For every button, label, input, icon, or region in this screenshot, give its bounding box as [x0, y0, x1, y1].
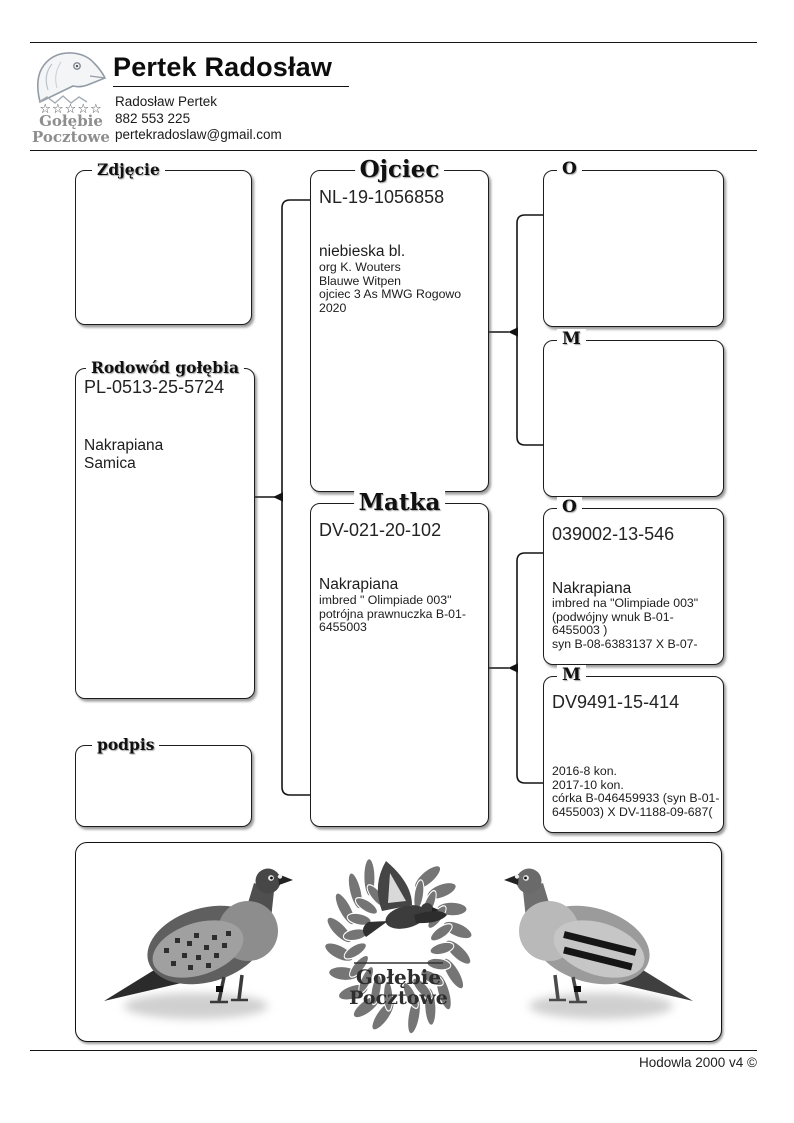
- signature-box-label: podpis: [92, 735, 159, 755]
- father-details: [319, 261, 461, 315]
- father-color: niebieska bl.: [319, 243, 406, 260]
- grandmother-paternal-label: M: [557, 329, 586, 349]
- grandfather-paternal-label: O: [557, 159, 582, 179]
- contact-phone: 882 553 225: [115, 110, 191, 126]
- grandfather-box-maternal: [543, 497, 724, 665]
- junction-arrow-icon: [508, 663, 518, 673]
- mother-color: Nakrapiana: [319, 576, 399, 593]
- grandfather-maternal-details: [552, 597, 698, 651]
- grandmother-maternal-label: M: [557, 665, 586, 685]
- father-detail-line: 2020: [319, 300, 347, 315]
- software-credit: Hodowla 2000 v4 ©: [638, 1055, 757, 1070]
- detail-line: 6455003) X DV-1188-09-687(: [552, 804, 713, 819]
- junction-arrow-icon: [273, 492, 283, 502]
- wreath-brand-line1: Gołębie: [355, 965, 442, 989]
- header-bottom-divider: [30, 150, 757, 151]
- father-detail-line: Blauwe Witpen: [319, 273, 402, 288]
- photo-box-label: Zdjęcie: [92, 160, 165, 180]
- grandmother-maternal-ring-number: DV9491-15-414: [552, 692, 680, 712]
- grandmother-maternal-details: [552, 765, 719, 819]
- grandfather-maternal-color: Nakrapiana: [552, 580, 632, 597]
- detail-line: 2016-8 kon.: [552, 764, 617, 778]
- pigeon-photo-left: [104, 869, 293, 1020]
- father-detail-line: org K. Wouters: [319, 260, 401, 274]
- subject-sex: Samica: [84, 454, 136, 472]
- junction-arrow-icon: [508, 327, 518, 337]
- detail-line: córka B-046459933 (syn B-01-: [552, 791, 720, 806]
- father-box-label: Ojciec: [355, 157, 445, 183]
- logo-brand-line2: Pocztowe: [32, 128, 110, 146]
- photo-banner: [75, 842, 722, 1042]
- detail-line: syn B-08-6383137 X B-07-: [552, 636, 698, 651]
- mother-detail-line: imbred " Olimpiade 003": [319, 593, 452, 607]
- mother-box-label: Matka: [354, 490, 446, 516]
- subject-color: Nakrapiana: [84, 437, 164, 454]
- pigeon-photo-right: [504, 869, 693, 1020]
- subject-box: [75, 358, 255, 699]
- logo-stars: ☆☆☆☆☆: [39, 101, 103, 116]
- mother-box: [310, 489, 489, 827]
- subject-color-and-sex: [84, 437, 163, 472]
- father-detail-line: ojciec 3 As MWG Rogowo: [319, 287, 462, 302]
- grandmother-box-paternal: [543, 329, 724, 497]
- contact-email: pertekradoslaw@gmail.com: [115, 127, 282, 142]
- detail-line: imbred na "Olimpiade 003": [552, 596, 699, 610]
- banner-artwork: [76, 843, 721, 1041]
- pigeon-head-icon: [33, 50, 109, 104]
- grandfather-box-paternal: [543, 159, 724, 327]
- mother-detail-line: 6455003: [319, 620, 367, 635]
- signature-box: [75, 735, 252, 827]
- mother-ring-number: DV-021-20-102: [319, 520, 442, 540]
- mother-details: [319, 594, 466, 635]
- detail-line: (podwójny wnuk B-01-: [552, 609, 674, 624]
- grandfather-maternal-ring-number: 039002-13-546: [552, 524, 675, 544]
- grandmother-box-maternal: [543, 665, 724, 833]
- detail-line: 6455003 ): [552, 623, 608, 638]
- mother-detail-line: potrójna prawnuczka B-01-: [319, 606, 466, 621]
- father-box: [310, 156, 489, 492]
- grandfather-maternal-label: O: [557, 497, 582, 517]
- photo-box: [75, 160, 252, 325]
- detail-line: 2017-10 kon.: [552, 777, 624, 792]
- contact-block: [115, 94, 282, 144]
- father-ring-number: NL-19-1056858: [319, 187, 445, 207]
- wreath-brand-line2: Pocztowe: [349, 987, 448, 1009]
- footer-divider: [30, 1050, 757, 1051]
- logo-brand-line1: Gołębie: [39, 112, 103, 130]
- subject-box-label: Rodowód gołębia: [86, 358, 244, 378]
- subject-ring-number: PL-0513-25-5724: [84, 377, 225, 397]
- breeder-title: Pertek Radosław: [113, 52, 349, 87]
- contact-name: Radosław Pertek: [115, 94, 218, 109]
- header-top-divider: [30, 42, 757, 43]
